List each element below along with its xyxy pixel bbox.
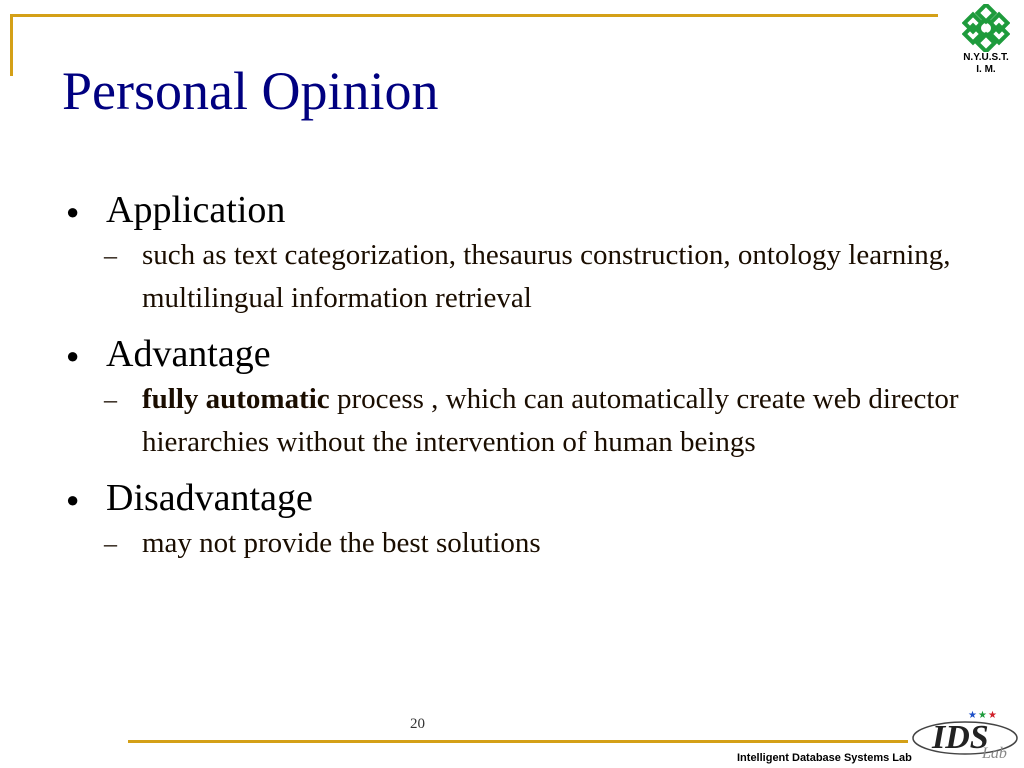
sub-bullet-text: such as text categorization, thesaurus construction, ontology learning, multilingual information retrieval bbox=[142, 239, 951, 314]
svg-text:★: ★ bbox=[978, 710, 987, 721]
bullet-dot-icon: ● bbox=[66, 487, 80, 512]
sub-bullet-text: process , which can automatically create web director hierarchies without the intervention of human beings bbox=[142, 383, 959, 458]
ids-lab-logo-icon bbox=[910, 708, 1020, 766]
frame-left-line bbox=[10, 14, 13, 76]
bullet-label: Disadvantage bbox=[106, 477, 313, 519]
bullet-application bbox=[62, 188, 982, 232]
sub-bullet-bold: fully automatic bbox=[142, 383, 330, 415]
dash-icon: – bbox=[104, 529, 117, 558]
bullet-disadvantage bbox=[62, 476, 982, 520]
bullet-label: Application bbox=[106, 189, 286, 231]
logo-text-line2: I. M. bbox=[976, 64, 996, 75]
sub-bullet-text: may not provide the best solutions bbox=[142, 527, 541, 559]
svg-text:★: ★ bbox=[988, 710, 997, 721]
dash-icon: – bbox=[104, 385, 117, 414]
sub-bullet bbox=[62, 378, 982, 464]
logo-text-line1: N.Y.U.S.T. bbox=[963, 52, 1009, 63]
page-number: 20 bbox=[410, 716, 425, 732]
svg-text:★: ★ bbox=[968, 710, 977, 721]
frame-top-line bbox=[10, 14, 938, 17]
bullet-advantage bbox=[62, 332, 982, 376]
ids-logo-script: Lab bbox=[982, 745, 1007, 762]
sub-bullet bbox=[62, 234, 982, 320]
bullet-dot-icon: ● bbox=[66, 199, 80, 224]
slide-content bbox=[62, 188, 982, 565]
bullet-label: Advantage bbox=[106, 333, 271, 375]
ids-logo-letters: IDS bbox=[932, 719, 989, 756]
sub-bullet bbox=[62, 522, 982, 565]
nyust-emblem-icon bbox=[962, 4, 1010, 52]
frame-bottom-line bbox=[128, 740, 908, 743]
bullet-dot-icon: ● bbox=[66, 343, 80, 368]
nyust-logo bbox=[955, 4, 1017, 76]
slide-title: Personal Opinion bbox=[62, 61, 439, 121]
dash-icon: – bbox=[104, 241, 117, 270]
footer-lab-name: Intelligent Database Systems Lab bbox=[737, 752, 912, 764]
